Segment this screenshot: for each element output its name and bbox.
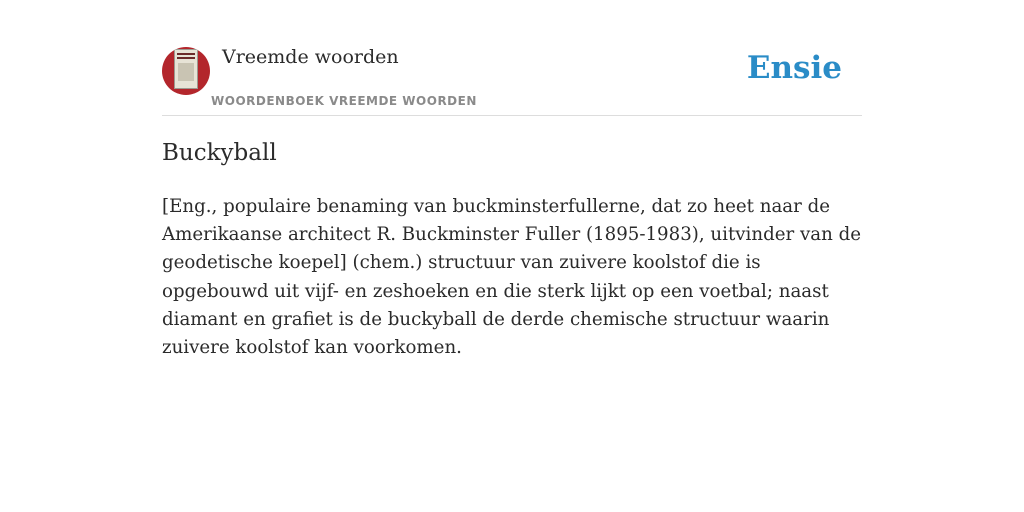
header	[162, 0, 862, 116]
entry-definition: [Eng., populaire benaming van buckminsterfullerne, dat zo heet naar de Amerikaanse architect R. Buckminster Fuller (1895-1983), uitvinder van de geodetische koepel] (chem.) structuur van zuivere koolstof die is opgebouwd uit vijf- en zeshoeken en die sterk lijkt op een voetbal; naast diamant en grafiet is de buckyball de derde chemische structuur waarin zuivere koolstof kan voorkomen.	[162, 196, 861, 359]
page-container	[162, 0, 862, 359]
entry-title: Buckyball	[162, 140, 277, 166]
book-cover-icon[interactable]	[162, 47, 210, 95]
ensie-logo[interactable]: Ensie	[746, 50, 842, 86]
source-title-link[interactable]: Vreemde woorden	[222, 46, 399, 68]
book-cover-image	[174, 49, 198, 89]
source-subtitle: WOORDENBOEK VREEMDE WOORDEN	[211, 94, 477, 108]
